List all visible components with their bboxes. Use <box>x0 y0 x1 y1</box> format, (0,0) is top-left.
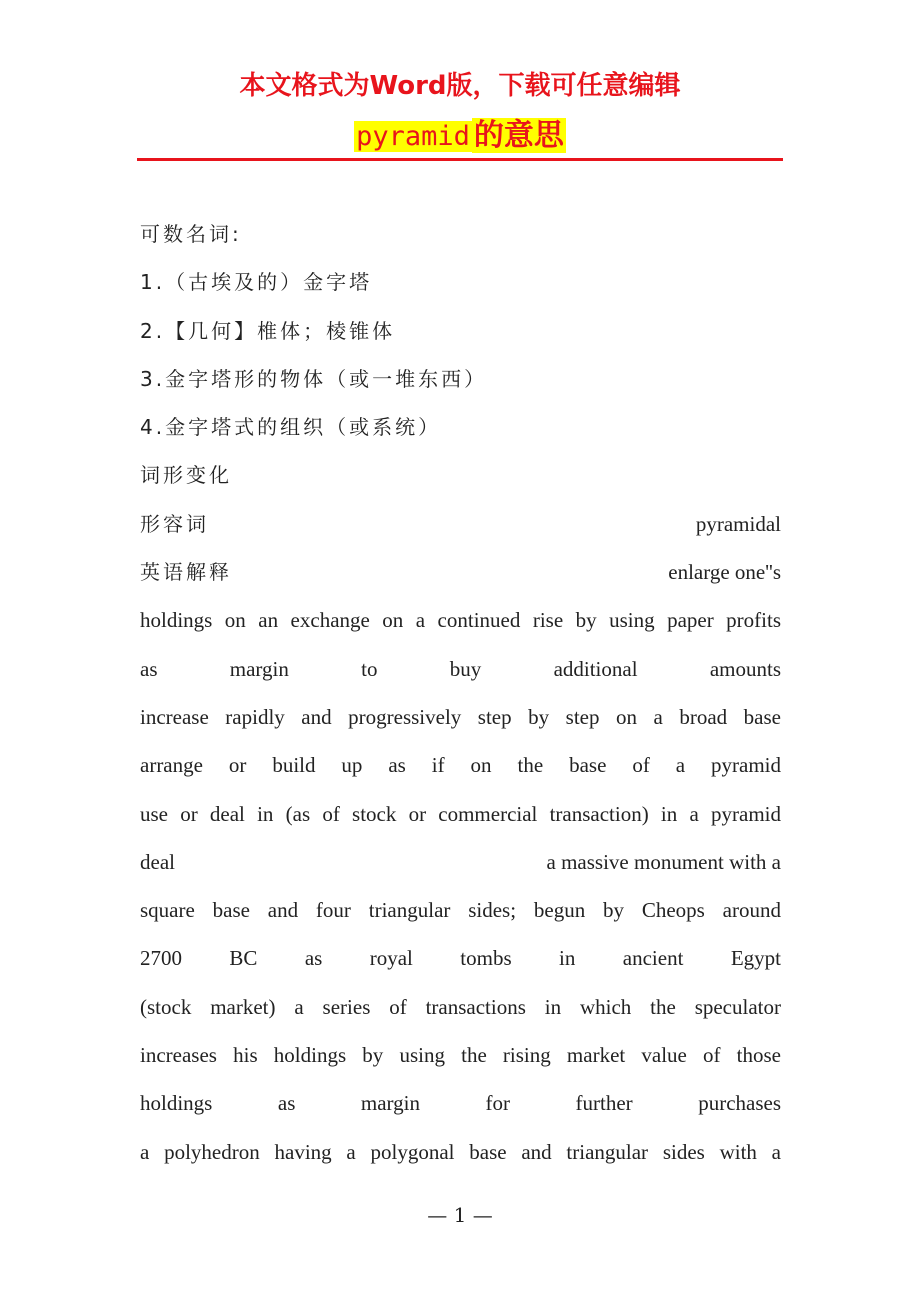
document-body <box>140 210 781 1176</box>
text-line: arrange or build up as if on the base of a pyramid <box>140 753 781 778</box>
text-line: holdings as margin for further purchases <box>140 1091 781 1116</box>
text-line-left: deal <box>140 849 175 874</box>
text-line-right: a massive monument with a <box>546 849 781 874</box>
adjective-label: 形容词 <box>140 511 209 536</box>
text-line: increase rapidly and progressively step by step on a broad base <box>140 704 781 729</box>
english-explanation-row <box>140 548 781 596</box>
definition-item-1: 1.（古埃及的）金字塔 <box>140 270 373 295</box>
text-line: 2700 BC as royal tombs in ancient Egypt <box>140 946 781 971</box>
title-divider <box>137 158 783 161</box>
text-line-split <box>140 838 781 886</box>
text-line: (stock market) a series of transactions in which the speculator <box>140 994 781 1019</box>
page-number: — 1 — <box>427 1203 493 1227</box>
section-label-inflection: 词形变化 <box>140 463 232 488</box>
title-word: pyramid <box>356 121 470 152</box>
text-line: square base and four triangular sides; begun by Cheops around <box>140 898 781 923</box>
text-line: holdings on an exchange on a continued rise by using paper profits <box>140 608 781 633</box>
text-line: increases his holdings by using the rising market value of those <box>140 1043 781 1068</box>
title-meaning: 的意思 <box>473 118 564 153</box>
page-title <box>0 116 920 157</box>
english-explanation-label: 英语解释 <box>140 560 232 585</box>
text-line: a polyhedron having a polygonal base and triangular sides with a <box>140 1139 781 1164</box>
download-banner: 本文格式为Word版，下载可任意编辑 <box>239 71 681 101</box>
adjective-value: pyramidal <box>695 511 781 536</box>
definition-item-2: 2.【几何】椎体；棱锥体 <box>140 318 396 343</box>
adjective-row <box>140 500 781 548</box>
section-label-noun: 可数名词: <box>140 222 242 246</box>
text-line: use or deal in (as of stock or commercial transaction) in a pyramid <box>140 801 781 826</box>
english-explanation-start: enlarge one''s <box>668 560 781 585</box>
text-line: as margin to buy additional amounts <box>140 656 781 681</box>
definition-item-3: 3.金字塔形的物体（或一堆东西） <box>140 366 488 391</box>
definition-item-4: 4.金字塔式的组织（或系统） <box>140 415 442 440</box>
